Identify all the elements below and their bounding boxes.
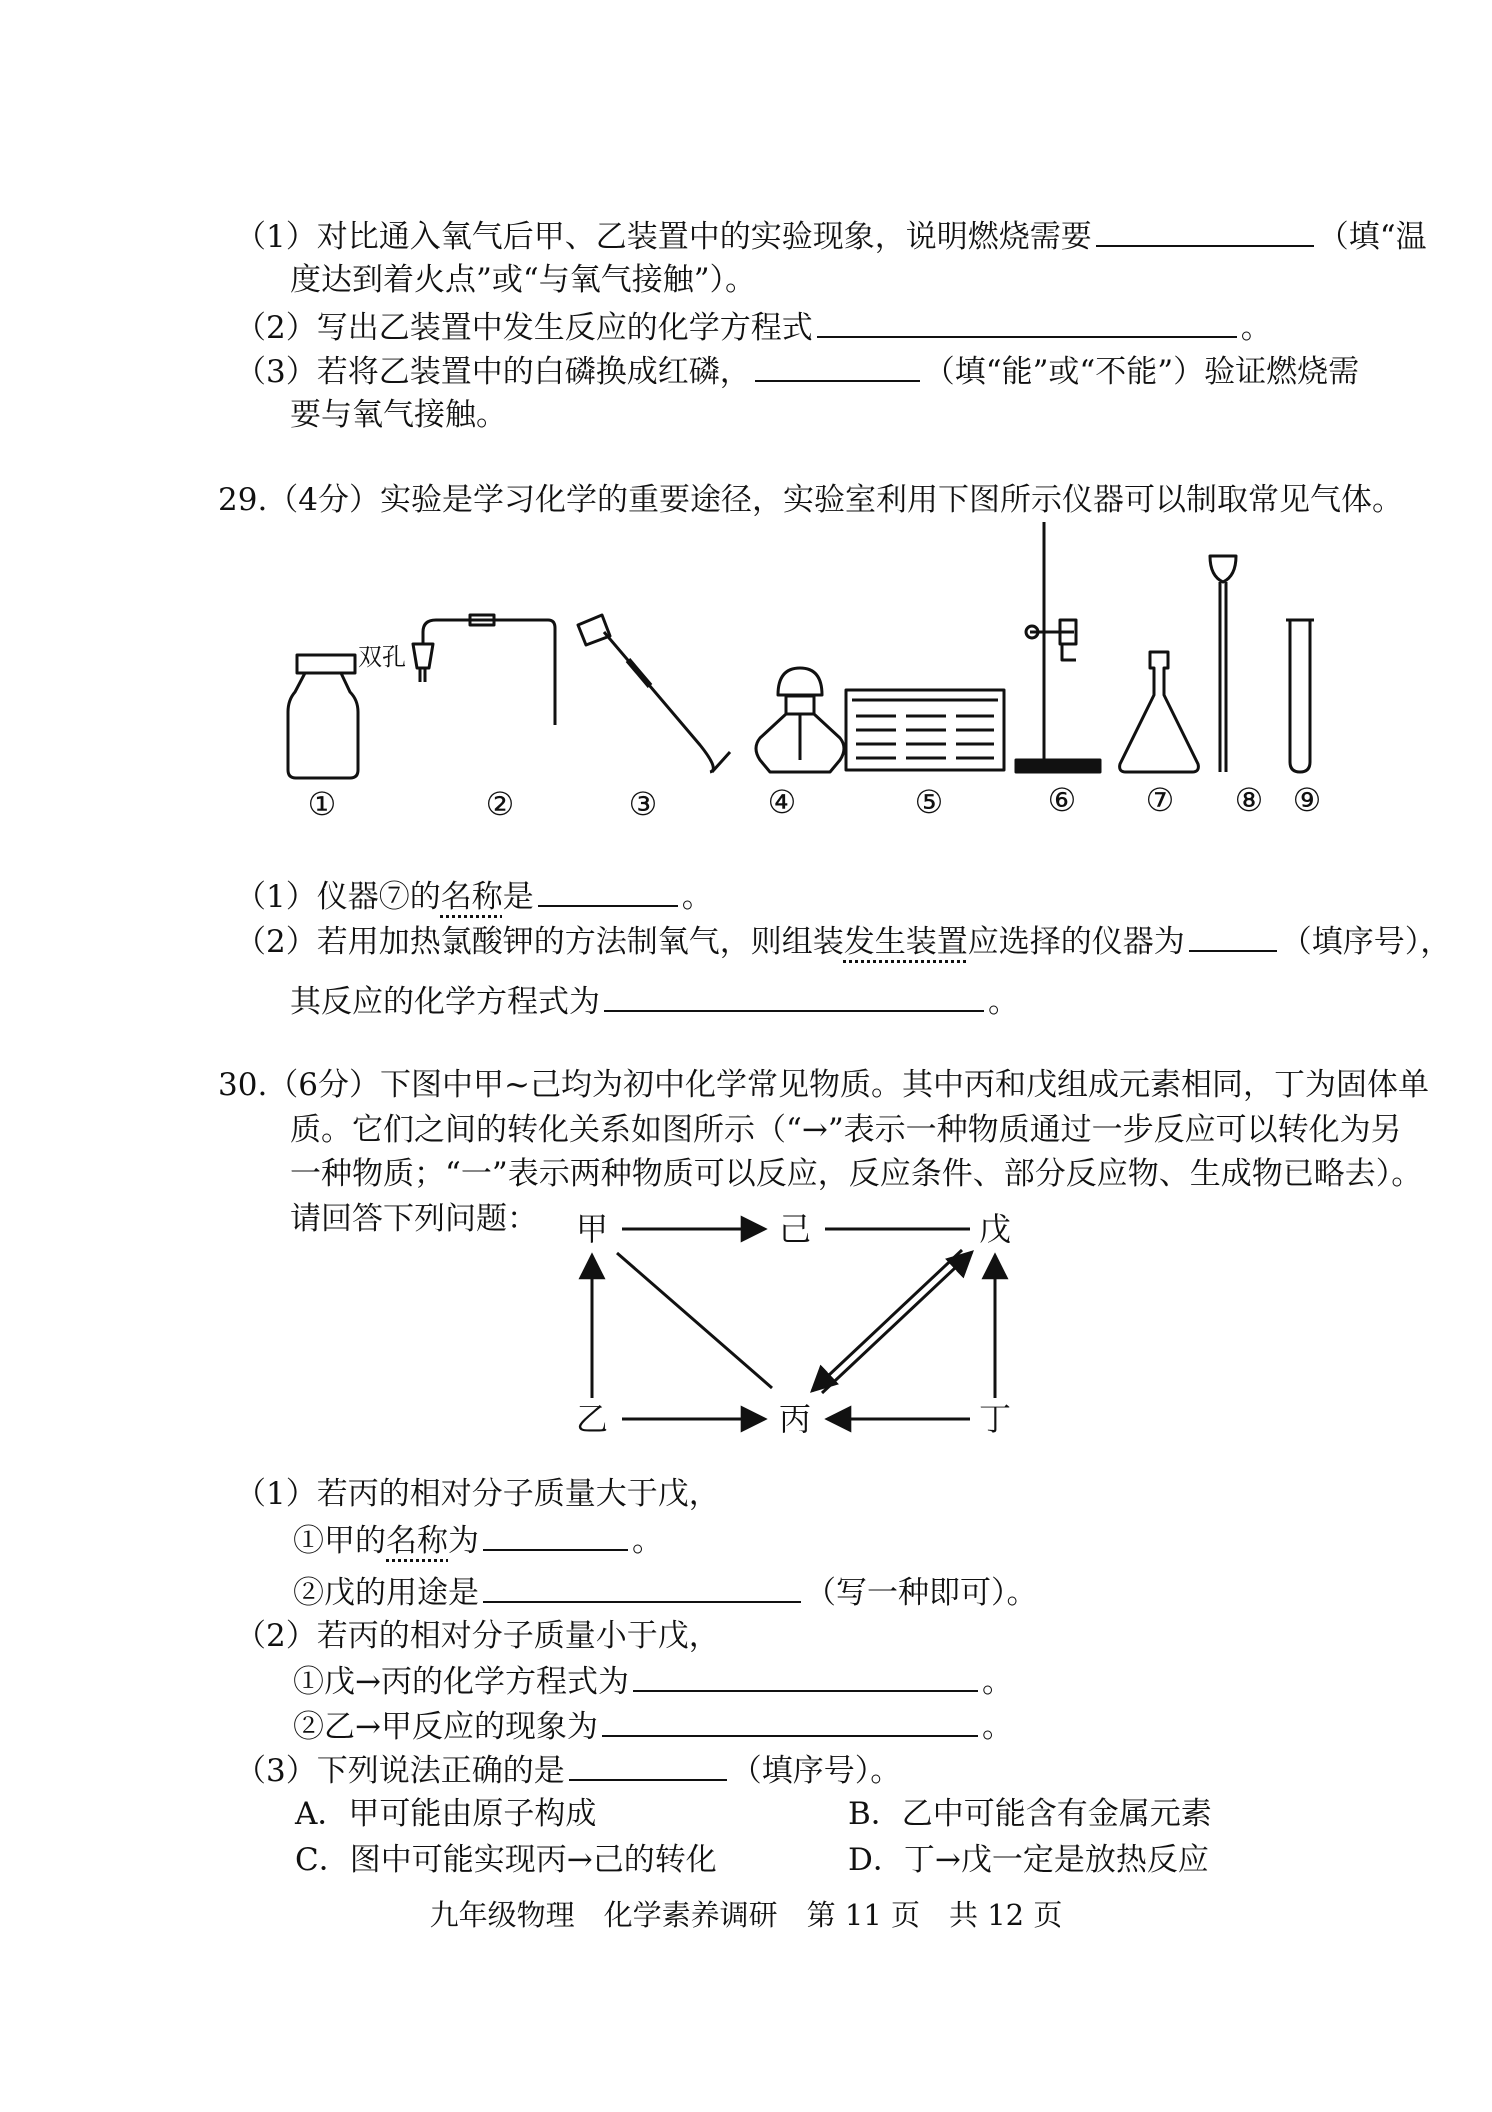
answer-blank[interactable] (755, 348, 920, 382)
q29-part1: （1）仪器⑦的名称是 。 (235, 873, 713, 919)
q30-part2-i: ①戊→丙的化学方程式为 。 (293, 1658, 1013, 1704)
label-6: ⑥ (1047, 781, 1077, 819)
q30-option-c: C．图中可能实现丙→己的转化 (295, 1842, 717, 1878)
q30-option-a: A．甲可能由原子构成 (295, 1796, 597, 1832)
answer-blank[interactable] (483, 1517, 628, 1551)
page-footer: 九年级物理 化学素养调研 第 11 页 共 12 页 (429, 1898, 1063, 1932)
q30-part2-ii: ②乙→甲反应的现象为 。 (293, 1703, 1013, 1749)
node-jia: 甲 (575, 1210, 609, 1248)
label-7: ⑦ (1145, 781, 1175, 819)
line-jia-bing (617, 1253, 772, 1388)
delivery-tube-icon (578, 615, 730, 772)
node-yi: 乙 (575, 1400, 609, 1438)
q30-stem-line4: 请回答下列问题： (290, 1201, 538, 1237)
q30-option-d: D．丁→戊一定是放热反应 (848, 1842, 1209, 1878)
conical-flask-icon (1120, 652, 1199, 772)
answer-blank[interactable] (602, 1703, 978, 1737)
q30-stem-line1: 30.（6分）下图中甲~己均为初中化学常见物质。其中丙和戊组成元素相同，丁为固体单 (218, 1067, 1429, 1103)
q30-part3: （3）下列说法正确的是 （填序号）。 (235, 1747, 901, 1793)
answer-blank[interactable] (817, 304, 1237, 338)
q30-part1-ii: ②戊的用途是 （写一种即可）。 (293, 1569, 1038, 1615)
water-trough-icon (846, 690, 1004, 770)
q28-part3-line1: （3）若将乙装置中的白磷换成红磷， （填“能”或“不能”）验证燃烧需 (235, 348, 1359, 394)
label-1: ① (307, 785, 337, 823)
iron-stand-icon (1016, 522, 1100, 772)
arrow-wu-bing (812, 1250, 962, 1391)
node-bing: 丙 (778, 1400, 812, 1438)
answer-blank[interactable] (633, 1658, 978, 1692)
arrow-bing-wu (822, 1252, 972, 1393)
stopper-label: 双孔 (358, 643, 406, 671)
answer-blank[interactable] (538, 873, 678, 907)
q28-part3-line2: 要与氧气接触。 (290, 397, 507, 433)
q30-part1-i: ①甲的名称为 。 (293, 1517, 663, 1563)
label-5: ⑤ (914, 783, 944, 821)
q29-part2-line1: （2）若用加热氯酸钾的方法制氧气，则组装发生装置应选择的仪器为 （填序号）， (235, 918, 1451, 964)
label-3: ③ (628, 785, 658, 823)
gas-bottle-icon (288, 655, 358, 778)
long-neck-funnel-icon (1210, 556, 1236, 772)
answer-blank[interactable] (604, 978, 984, 1012)
node-ji: 己 (778, 1210, 812, 1248)
answer-blank[interactable] (1096, 213, 1314, 247)
q30-part2: （2）若丙的相对分子质量小于戊， (235, 1618, 720, 1654)
q29-title: 29.（4分）实验是学习化学的重要途径，实验室利用下图所示仪器可以制取常见气体。 (218, 482, 1404, 518)
answer-blank[interactable] (1189, 918, 1277, 952)
node-wu: 戊 (978, 1210, 1012, 1248)
q28-part1-line2: 度达到着火点”或“与氧气接触”）。 (290, 262, 757, 298)
q28-part1-line1: （1）对比通入氧气后甲、乙装置中的实验现象，说明燃烧需要 （填“温 (235, 213, 1427, 259)
node-ding: 丁 (978, 1400, 1012, 1438)
q28-part2: （2）写出乙装置中发生反应的化学方程式 。 (235, 304, 1272, 350)
label-2: ② (485, 785, 515, 823)
test-tube-icon (1286, 620, 1314, 772)
answer-blank[interactable] (569, 1747, 727, 1781)
stopper-tube-icon (413, 615, 555, 725)
q30-part1: （1）若丙的相对分子质量大于戊， (235, 1476, 720, 1512)
q29-part2-line2: 其反应的化学方程式为 。 (290, 978, 1019, 1024)
alcohol-lamp-icon (756, 668, 844, 772)
label-4: ④ (767, 783, 797, 821)
q30-stem-line2: 质。它们之间的转化关系如图所示（“→”表示一种物质通过一步反应可以转化为另 (290, 1112, 1402, 1148)
q30-stem-line3: 一种物质；“一”表示两种物质可以反应，反应条件、部分反应物、生成物已略去）。 (290, 1156, 1423, 1192)
label-8: ⑧ (1234, 781, 1264, 819)
answer-blank[interactable] (483, 1569, 801, 1603)
label-9: ⑨ (1292, 781, 1322, 819)
q30-option-b: B．乙中可能含有金属元素 (848, 1796, 1212, 1832)
